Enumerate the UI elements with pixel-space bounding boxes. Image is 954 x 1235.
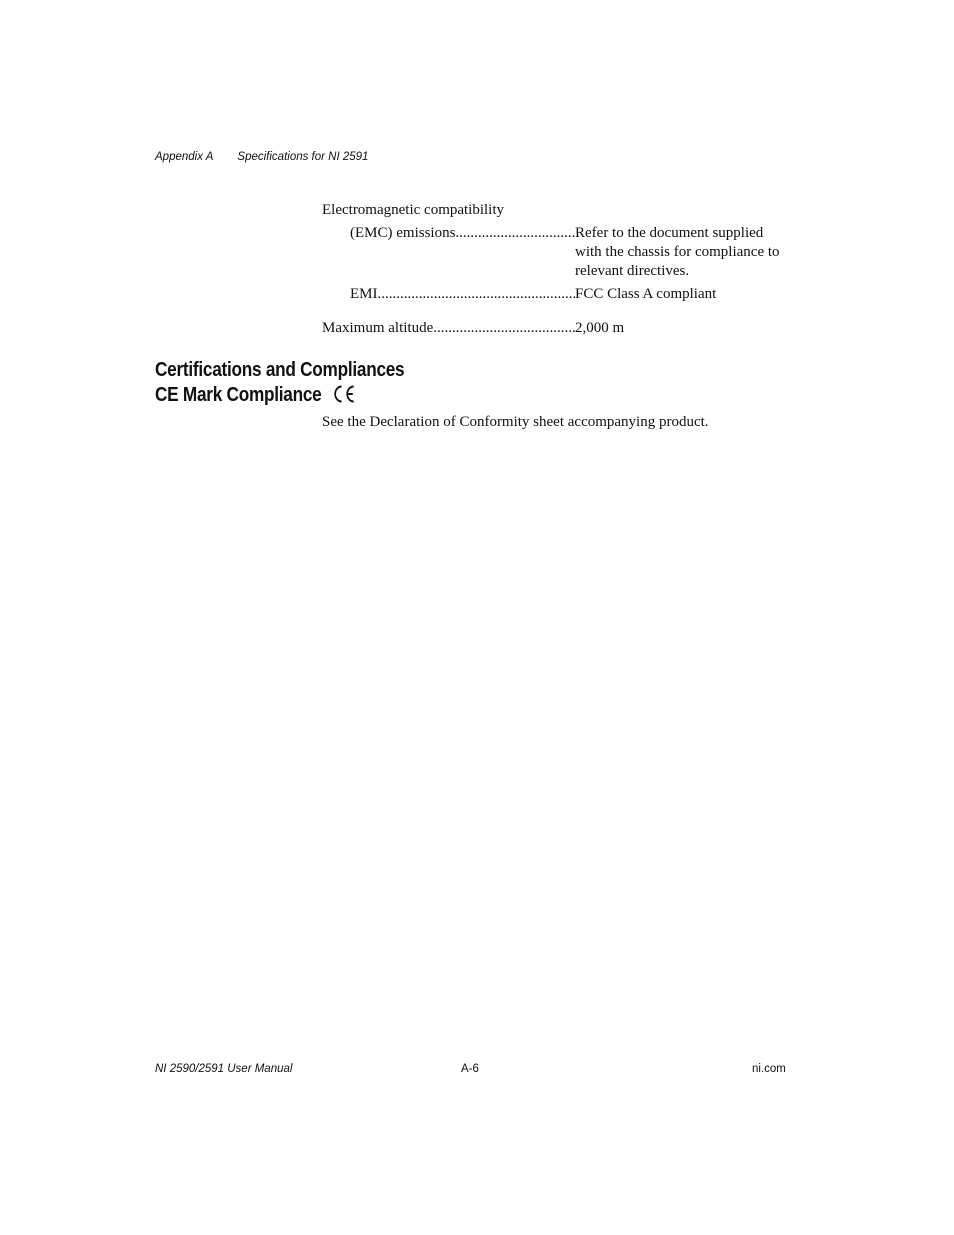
subheading-text: CE Mark Compliance	[155, 384, 322, 406]
spec-label-text: EMI	[350, 286, 378, 302]
spec-label	[322, 319, 575, 338]
section-subheading	[155, 383, 355, 410]
spec-label	[322, 285, 575, 304]
footer-manual-title: NI 2590/2591 User Manual	[155, 1063, 293, 1075]
spec-value: FCC Class A compliant	[575, 286, 717, 302]
footer-page-number: A-6	[461, 1063, 479, 1075]
header-section: Appendix A	[155, 151, 214, 163]
section-heading: Certifications and Compliances	[155, 359, 405, 381]
spec-row-altitude	[322, 319, 782, 338]
spec-group-title: Electromagnetic compatibility	[322, 202, 505, 218]
spec-label-text: (EMC) emissions	[350, 225, 456, 241]
dot-leader	[455, 224, 575, 243]
spec-label-text: Maximum altitude	[322, 320, 434, 336]
dot-leader	[378, 285, 576, 304]
spec-row-emc-emissions	[322, 224, 782, 281]
header-title: Specifications for NI 2591	[237, 151, 369, 163]
ce-mark-icon	[333, 384, 355, 410]
dot-leader	[433, 319, 575, 338]
section-body: See the Declaration of Conformity sheet accompanying product.	[322, 414, 709, 430]
spec-block	[322, 201, 782, 338]
running-header	[155, 151, 368, 163]
spec-label	[322, 224, 575, 243]
footer-website: ni.com	[752, 1063, 786, 1075]
spec-row-emi	[322, 285, 782, 304]
spec-value: 2,000 m	[575, 320, 625, 336]
spec-value: Refer to the document supplied with the chassis for compliance to relevant directives.	[575, 225, 780, 279]
